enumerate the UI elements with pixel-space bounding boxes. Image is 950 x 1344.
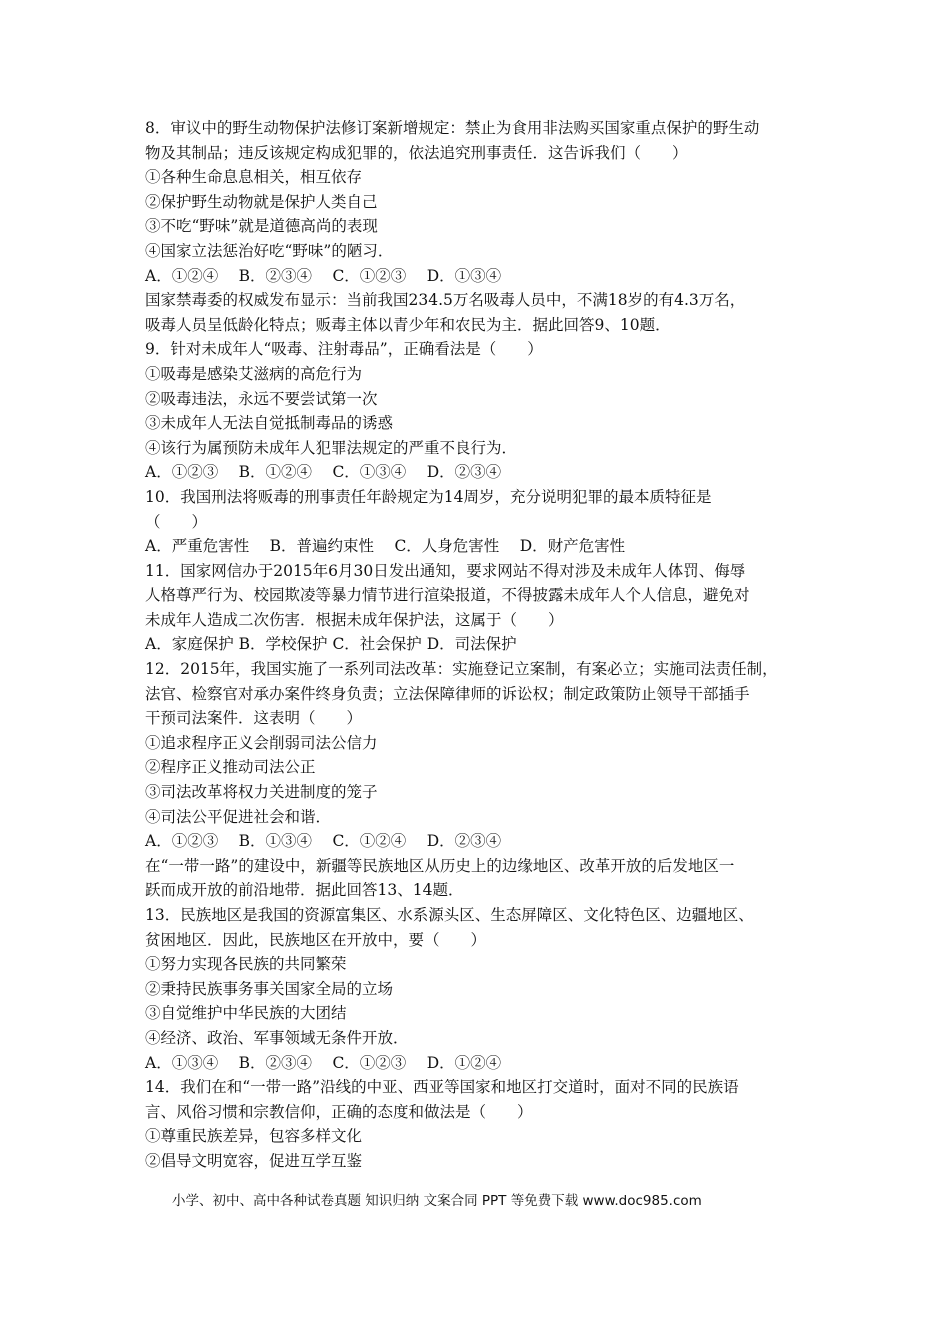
text-line: A．①③④ B．②③④ C．①②③ D．①②④ bbox=[145, 1053, 502, 1072]
text-line: 跃而成开放的前沿地带．据此回答13、14题． bbox=[145, 881, 464, 900]
text-line: 法官、检察官对承办案件终身负责；立法保障律师的诉讼权；制定政策防止领导干部插手 bbox=[145, 684, 750, 703]
text-line: ①追求程序正义会削弱司法公信力 bbox=[145, 733, 378, 752]
text-line: ②秉持民族事务事关国家全局的立场 bbox=[145, 979, 394, 998]
text-line: 未成年人造成二次伤害．根据未成年保护法，这属于（ ） bbox=[145, 610, 564, 629]
text-line: A．①②④ B．②③④ C．①②③ D．①③④ bbox=[145, 266, 502, 285]
text-line: 14．我们在和“一带一路”沿线的中亚、西亚等国家和地区打交道时，面对不同的民族语 bbox=[145, 1078, 739, 1097]
text-line: A．①②③ B．①③④ C．①②④ D．②③④ bbox=[145, 832, 502, 851]
text-line: 8．审议中的野生动物保护法修订案新增规定：禁止为食用非法购买国家重点保护的野生动 bbox=[145, 119, 760, 137]
text-line: ②保护野生动物就是保护人类自己 bbox=[145, 192, 378, 211]
text-line: 贫困地区．因此，民族地区在开放中，要（ ） bbox=[145, 930, 487, 949]
text-line: 9．针对未成年人“吸毒、注射毒品”，正确看法是（ ） bbox=[145, 340, 543, 359]
text-line: ②倡导文明宽容，促进互学互鉴 bbox=[145, 1151, 363, 1170]
text-line: ③自觉维护中华民族的大团结 bbox=[145, 1004, 347, 1023]
page-footer: 小学、初中、高中各种试卷真题 知识归纳 文案合同 PPT 等免费下载 www.doc985.com bbox=[172, 1193, 702, 1209]
text-line: A．严重危害性 B．普遍约束性 C．人身危害性 D．财产危害性 bbox=[145, 537, 626, 556]
text-line: ④司法公平促进社会和谐． bbox=[145, 807, 332, 826]
document-body bbox=[145, 116, 805, 1174]
text-line: 物及其制品；违反该规定构成犯罪的，依法追究刑事责任．这告诉我们（ ） bbox=[145, 143, 688, 162]
text-line: 10．我国刑法将贩毒的刑事责任年龄规定为14周岁，充分说明犯罪的最本质特征是 bbox=[145, 487, 712, 506]
text-line: A．家庭保护 B．学校保护 C．社会保护 D．司法保护 bbox=[145, 635, 517, 654]
text-line: 12．2015年，我国实施了一系列司法改革：实施登记立案制，有案必立；实施司法责任制， bbox=[145, 660, 778, 679]
text-line: A．①②③ B．①②④ C．①③④ D．②③④ bbox=[145, 463, 502, 482]
text-line: ①吸毒是感染艾滋病的高危行为 bbox=[145, 364, 363, 383]
text-line: ②吸毒违法，永远不要尝试第一次 bbox=[145, 389, 378, 408]
text-line: ④经济、政治、军事领域无条件开放． bbox=[145, 1028, 409, 1047]
text-line: 干预司法案件．这表明（ ） bbox=[145, 709, 363, 728]
text-line: （ ） bbox=[145, 512, 208, 531]
text-line: 国家禁毒委的权威发布显示：当前我国234.5万名吸毒人员中，不满18岁的有4.3万名， bbox=[145, 291, 746, 310]
text-line: 吸毒人员呈低龄化特点；贩毒主体以青少年和农民为主．据此回答9、10题． bbox=[145, 315, 671, 334]
text-line: 人格尊严行为、校园欺凌等暴力情节进行渲染报道，不得披露未成年人个人信息，避免对 bbox=[145, 586, 750, 605]
text-line: ②程序正义推动司法公正 bbox=[145, 758, 316, 777]
text-line: 言、风俗习惯和宗教信仰，正确的态度和做法是（ ） bbox=[145, 1102, 533, 1121]
text-line: 在“一带一路”的建设中，新疆等民族地区从历史上的边缘地区、改革开放的后发地区一 bbox=[145, 856, 735, 875]
text-line: ①努力实现各民族的共同繁荣 bbox=[145, 955, 347, 974]
text-line: ③未成年人无法自觉抵制毒品的诱惑 bbox=[145, 414, 394, 433]
text-line: 11．国家网信办于2015年6月30日发出通知，要求网站不得对涉及未成年人体罚、侮辱 bbox=[145, 561, 746, 580]
text-line: ④国家立法惩治好吃“野味”的陋习． bbox=[145, 241, 394, 260]
text-line: ③不吃“野味”就是道德高尚的表现 bbox=[145, 217, 378, 236]
text-line: ④该行为属预防未成年人犯罪法规定的严重不良行为． bbox=[145, 438, 518, 457]
text-line: ③司法改革将权力关进制度的笼子 bbox=[145, 783, 378, 802]
text-line: 13．民族地区是我国的资源富集区、水系源头区、生态屏障区、文化特色区、边疆地区、 bbox=[145, 906, 754, 924]
text-line: ①各种生命息息相关，相互依存 bbox=[145, 168, 363, 187]
text-line: ①尊重民族差异，包容多样文化 bbox=[145, 1127, 363, 1146]
